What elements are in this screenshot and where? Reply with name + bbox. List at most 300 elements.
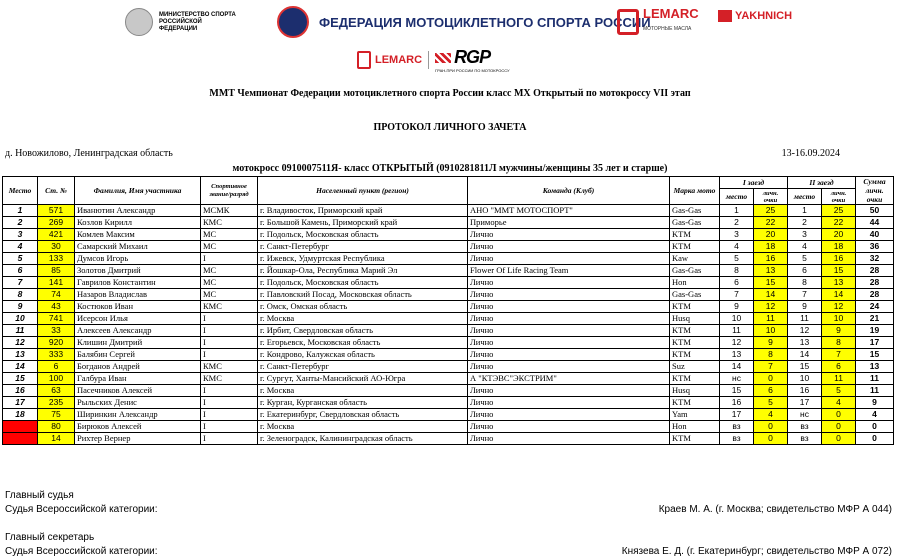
row-city: г. Санкт-Петербург [258, 361, 468, 373]
row-team: Лично [468, 277, 670, 289]
row-sum: 28 [856, 289, 894, 301]
row-place: 13 [3, 349, 38, 361]
row-start-no: 571 [38, 205, 75, 217]
row-bike: Gas-Gas [670, 265, 720, 277]
row-race1-pts: 12 [754, 301, 788, 313]
lemarc-sub: МОТОРНЫЕ МАСЛА [643, 26, 692, 32]
row-rank: I [201, 253, 258, 265]
row-name: Галбура Иван [75, 373, 201, 385]
row-race1-pos: 1 [720, 205, 754, 217]
row-race1-pts: 0 [754, 421, 788, 433]
row-city: г. Егорьевск, Московская область [258, 337, 468, 349]
row-place: 9 [3, 301, 38, 313]
row-race2-pos: 17 [788, 397, 822, 409]
row-rank: КМС [201, 361, 258, 373]
row-start-no: 30 [38, 241, 75, 253]
table-row [3, 397, 894, 409]
row-rank: МС [201, 277, 258, 289]
table-row [3, 229, 894, 241]
row-name: Назаров Владислав [75, 289, 201, 301]
row-race2-pts: 11 [822, 373, 856, 385]
row-rank: I [201, 385, 258, 397]
class-line: мотокросс 0910007511Я- класс ОТКРЫТЫЙ (0910281811Л мужчины/женщины 35 лет и старше) [232, 163, 668, 174]
header-race1-pos: место [720, 189, 754, 205]
row-race1-pts: 7 [754, 361, 788, 373]
row-rank: I [201, 349, 258, 361]
lemarc-icon [617, 9, 639, 35]
table-row [3, 373, 894, 385]
row-race2-pos: 14 [788, 349, 822, 361]
row-name: Комлев Максим [75, 229, 201, 241]
row-start-no: 133 [38, 253, 75, 265]
row-place: 12 [3, 337, 38, 349]
row-race2-pts: 16 [822, 253, 856, 265]
row-name: Бирюков Алексей [75, 421, 201, 433]
row-sum: 15 [856, 349, 894, 361]
row-sum: 11 [856, 373, 894, 385]
row-name: Иванютин Александр [75, 205, 201, 217]
table-row [3, 385, 894, 397]
row-bike: Gas-Gas [670, 289, 720, 301]
row-name: Ширинкин Александр [75, 409, 201, 421]
table-row [3, 409, 894, 421]
judge-title: Главный судья [5, 490, 74, 501]
row-place: 8 [3, 289, 38, 301]
table-row [3, 253, 894, 265]
row-place: 17 [3, 397, 38, 409]
row-name: Богданов Андрей [75, 361, 201, 373]
row-race2-pos: вз [788, 421, 822, 433]
row-race1-pos: 11 [720, 325, 754, 337]
row-bike: Gas-Gas [670, 217, 720, 229]
header-bike: Марка мото [670, 177, 720, 205]
row-bike: Kaw [670, 253, 720, 265]
lemarc-logo-top [617, 8, 699, 35]
row-rank: I [201, 313, 258, 325]
row-race2-pos: 11 [788, 313, 822, 325]
row-place: 10 [3, 313, 38, 325]
row-place: 5 [3, 253, 38, 265]
yakhnich-label: YAKHNICH [735, 10, 793, 22]
row-race2-pts: 6 [822, 361, 856, 373]
row-place: 11 [3, 325, 38, 337]
row-city: г. Ирбит, Свердловская область [258, 325, 468, 337]
row-race2-pts: 8 [822, 337, 856, 349]
row-start-no: 421 [38, 229, 75, 241]
rgp-flag-icon [435, 53, 451, 63]
row-bike: KTM [670, 301, 720, 313]
row-rank: МС [201, 265, 258, 277]
row-name: Думсов Игорь [75, 253, 201, 265]
row-place: 1 [3, 205, 38, 217]
row-race1-pos: 5 [720, 253, 754, 265]
row-race1-pos: 14 [720, 361, 754, 373]
row-race2-pts: 20 [822, 229, 856, 241]
row-city: г. Большой Камень, Приморский край [258, 217, 468, 229]
row-city: г. Москва [258, 313, 468, 325]
row-team: Лично [468, 241, 670, 253]
row-city: г. Санкт-Петербург [258, 241, 468, 253]
row-start-no: 33 [38, 325, 75, 337]
row-start-no: 741 [38, 313, 75, 325]
row-place [3, 421, 38, 433]
row-sum: 9 [856, 397, 894, 409]
row-city: г. Ижевск, Удмуртская Республика [258, 253, 468, 265]
row-team: Лично [468, 229, 670, 241]
table-row [3, 421, 894, 433]
row-rank: КМС [201, 373, 258, 385]
row-city: г. Подольск, Московская область [258, 229, 468, 241]
row-start-no: 75 [38, 409, 75, 421]
row-city: г. Йошкар-Ола, Республика Марий Эл [258, 265, 468, 277]
event-location: д. Новожилово, Ленинградская область [5, 148, 173, 159]
row-start-no: 269 [38, 217, 75, 229]
row-race1-pts: 18 [754, 241, 788, 253]
row-team: А "КТЭВС"ЭКСТРИМ" [468, 373, 670, 385]
row-name: Балябин Сергей [75, 349, 201, 361]
row-team: Лично [468, 421, 670, 433]
row-place: 7 [3, 277, 38, 289]
row-race1-pos: 8 [720, 265, 754, 277]
row-name: Козлов Кирилл [75, 217, 201, 229]
row-rank: I [201, 325, 258, 337]
row-sum: 24 [856, 301, 894, 313]
row-race1-pos: вз [720, 421, 754, 433]
championship-title: ММТ Чемпионат Федерации мотоциклетного спорта России класс МХ Открытый по мотокроссу VII этап [209, 88, 691, 99]
row-rank: МСМК [201, 205, 258, 217]
row-bike: KTM [670, 433, 720, 445]
table-row [3, 205, 894, 217]
row-sum: 0 [856, 421, 894, 433]
table-row [3, 301, 894, 313]
row-start-no: 100 [38, 373, 75, 385]
federation-title: ФЕДЕРАЦИЯ МОТОЦИКЛЕТНОГО СПОРТА РОССИИ [319, 14, 651, 30]
row-sum: 11 [856, 385, 894, 397]
yakhnich-icon [718, 10, 732, 22]
row-rank: I [201, 397, 258, 409]
row-sum: 4 [856, 409, 894, 421]
row-name: Рихтер Вернер [75, 433, 201, 445]
row-bike: Husq [670, 313, 720, 325]
rgp-logo [435, 47, 509, 73]
row-place [3, 433, 38, 445]
row-race2-pos: 10 [788, 373, 822, 385]
row-race1-pts: 6 [754, 385, 788, 397]
header-rank: Спортивное звание/разряд [201, 177, 258, 205]
results-table [2, 176, 894, 445]
row-race2-pos: 12 [788, 325, 822, 337]
row-race1-pts: 0 [754, 373, 788, 385]
row-sum: 50 [856, 205, 894, 217]
row-start-no: 6 [38, 361, 75, 373]
header-name: Фамилия, Имя участника [75, 177, 201, 205]
row-place: 16 [3, 385, 38, 397]
row-name: Гаврилов Константин [75, 277, 201, 289]
header-race2: II заезд [788, 177, 856, 189]
row-place: 15 [3, 373, 38, 385]
row-sum: 13 [856, 361, 894, 373]
row-race2-pts: 4 [822, 397, 856, 409]
row-start-no: 80 [38, 421, 75, 433]
row-sum: 32 [856, 253, 894, 265]
event-dates: 13-16.09.2024 [781, 148, 840, 159]
row-race2-pts: 7 [822, 349, 856, 361]
row-name: Золотов Дмитрий [75, 265, 201, 277]
row-race2-pos: 8 [788, 277, 822, 289]
row-bike: Hon [670, 421, 720, 433]
row-bike: Husq [670, 385, 720, 397]
row-sum: 19 [856, 325, 894, 337]
row-race1-pts: 22 [754, 217, 788, 229]
row-team: Лично [468, 301, 670, 313]
row-name: Рыльских Денис [75, 397, 201, 409]
row-team: Лично [468, 409, 670, 421]
table-row [3, 217, 894, 229]
russia-emblem-icon [125, 8, 153, 36]
row-name: Алексеев Александр [75, 325, 201, 337]
row-start-no: 14 [38, 433, 75, 445]
header-race1-pts: личн. очки [754, 189, 788, 205]
row-race2-pts: 14 [822, 289, 856, 301]
row-sum: 28 [856, 265, 894, 277]
row-race1-pts: 0 [754, 433, 788, 445]
row-sum: 36 [856, 241, 894, 253]
row-race2-pos: 2 [788, 217, 822, 229]
row-team: Лично [468, 385, 670, 397]
row-team: Flower Of Life Racing Team [468, 265, 670, 277]
row-race2-pos: 9 [788, 301, 822, 313]
row-race2-pos: 7 [788, 289, 822, 301]
table-row [3, 325, 894, 337]
table-row [3, 241, 894, 253]
row-race1-pos: 17 [720, 409, 754, 421]
row-team: Лично [468, 253, 670, 265]
row-sum: 40 [856, 229, 894, 241]
row-rank: МС [201, 241, 258, 253]
row-race1-pts: 11 [754, 313, 788, 325]
row-sum: 28 [856, 277, 894, 289]
row-start-no: 85 [38, 265, 75, 277]
secretary-title: Главный секретарь [5, 532, 95, 543]
row-team: Лично [468, 397, 670, 409]
row-team: Лично [468, 349, 670, 361]
row-team: Лично [468, 325, 670, 337]
row-race1-pts: 14 [754, 289, 788, 301]
row-bike: KTM [670, 397, 720, 409]
row-place: 6 [3, 265, 38, 277]
row-start-no: 74 [38, 289, 75, 301]
row-bike: Hon [670, 277, 720, 289]
row-city: г. Москва [258, 385, 468, 397]
table-row [3, 289, 894, 301]
row-city: г. Владивосток, Приморский край [258, 205, 468, 217]
row-race2-pts: 9 [822, 325, 856, 337]
header-city: Населенный пункт (регион) [258, 177, 468, 205]
row-rank: I [201, 421, 258, 433]
secretary-category: Судья Всероссийской категории: [5, 546, 158, 557]
row-race1-pos: 4 [720, 241, 754, 253]
row-sum: 21 [856, 313, 894, 325]
row-race1-pos: нс [720, 373, 754, 385]
row-race2-pos: вз [788, 433, 822, 445]
row-start-no: 141 [38, 277, 75, 289]
header-sum: Сумма личн. очки [856, 177, 894, 205]
row-race2-pts: 0 [822, 433, 856, 445]
judge-category: Судья Всероссийской категории: [5, 504, 158, 515]
row-race1-pos: 10 [720, 313, 754, 325]
row-race2-pts: 13 [822, 277, 856, 289]
row-name: Исерсон Илья [75, 313, 201, 325]
row-race1-pts: 5 [754, 397, 788, 409]
row-name: Пасечников Алексей [75, 385, 201, 397]
row-bike: KTM [670, 349, 720, 361]
row-race2-pos: 5 [788, 253, 822, 265]
row-race1-pos: 13 [720, 349, 754, 361]
row-rank: КМС [201, 217, 258, 229]
row-race2-pos: 15 [788, 361, 822, 373]
row-race1-pts: 25 [754, 205, 788, 217]
row-race1-pos: 6 [720, 277, 754, 289]
row-rank: I [201, 337, 258, 349]
row-place: 3 [3, 229, 38, 241]
row-city: г. Павловский Посад, Московская область [258, 289, 468, 301]
table-row [3, 433, 894, 445]
header-race2-pos: место [788, 189, 822, 205]
row-bike: Suz [670, 361, 720, 373]
row-race2-pts: 0 [822, 421, 856, 433]
row-race2-pos: 4 [788, 241, 822, 253]
row-race2-pos: нс [788, 409, 822, 421]
row-city: г. Зеленоградск, Калининградская область [258, 433, 468, 445]
row-race2-pos: 1 [788, 205, 822, 217]
ministry-text: МИНИСТЕРСТВО СПОРТА РОССИЙСКОЙ ФЕДЕРАЦИИ [159, 11, 236, 32]
row-race1-pts: 15 [754, 277, 788, 289]
table-row [3, 349, 894, 361]
row-team: Лично [468, 289, 670, 301]
row-rank: МС [201, 289, 258, 301]
row-bike: KTM [670, 241, 720, 253]
lemarc-label: LEMARC [643, 6, 699, 21]
row-rank: МС [201, 229, 258, 241]
header-place: Место [3, 177, 38, 205]
table-row [3, 265, 894, 277]
row-race1-pts: 20 [754, 229, 788, 241]
row-race1-pos: 12 [720, 337, 754, 349]
row-city: г. Сургут, Ханты-Мансийский АО-Югра [258, 373, 468, 385]
row-start-no: 920 [38, 337, 75, 349]
row-sum: 17 [856, 337, 894, 349]
row-race1-pos: 16 [720, 397, 754, 409]
header-race2-pts: личн. очки [822, 189, 856, 205]
row-place: 14 [3, 361, 38, 373]
row-team: Приморье [468, 217, 670, 229]
row-name: Костюков Иван [75, 301, 201, 313]
federation-emblem-icon [277, 6, 309, 38]
row-race1-pts: 10 [754, 325, 788, 337]
row-start-no: 235 [38, 397, 75, 409]
row-place: 2 [3, 217, 38, 229]
row-race1-pos: 15 [720, 385, 754, 397]
row-team: Лично [468, 313, 670, 325]
lemarc-rgp-logo [357, 47, 510, 73]
lemarc-mid-icon [357, 51, 371, 69]
row-bike: KTM [670, 325, 720, 337]
row-race2-pts: 18 [822, 241, 856, 253]
row-race2-pts: 15 [822, 265, 856, 277]
row-race2-pos: 13 [788, 337, 822, 349]
row-city: г. Омск, Омская область [258, 301, 468, 313]
judge-name: Краев М. А. (г. Москва; свидетельство МФР А 044) [658, 504, 892, 515]
row-start-no: 43 [38, 301, 75, 313]
top-logo-row [125, 6, 651, 38]
table-row [3, 361, 894, 373]
row-city: г. Курган, Курганская область [258, 397, 468, 409]
row-race1-pts: 8 [754, 349, 788, 361]
table-row [3, 277, 894, 289]
row-rank: I [201, 409, 258, 421]
row-race2-pts: 10 [822, 313, 856, 325]
row-place: 4 [3, 241, 38, 253]
row-start-no: 63 [38, 385, 75, 397]
row-race1-pos: 7 [720, 289, 754, 301]
row-bike: Gas-Gas [670, 205, 720, 217]
row-team: АНО "ММТ МОТОСПОРТ" [468, 205, 670, 217]
row-rank: I [201, 433, 258, 445]
row-race2-pts: 5 [822, 385, 856, 397]
protocol-title: ПРОТОКОЛ ЛИЧНОГО ЗАЧЕТА [373, 122, 527, 133]
row-city: г. Екатеринбург, Свердловская область [258, 409, 468, 421]
row-name: Клишин Дмитрий [75, 337, 201, 349]
header-team: Команда (Клуб) [468, 177, 670, 205]
row-race1-pts: 9 [754, 337, 788, 349]
row-race1-pts: 4 [754, 409, 788, 421]
row-race2-pts: 12 [822, 301, 856, 313]
row-city: г. Кондрово, Калужская область [258, 349, 468, 361]
row-team: Лично [468, 433, 670, 445]
rgp-label: RGP [454, 47, 491, 67]
row-bike: KTM [670, 337, 720, 349]
row-race1-pos: 9 [720, 301, 754, 313]
row-city: г. Москва [258, 421, 468, 433]
secretary-name: Князева Е. Д. (г. Екатеринбург; свидетельство МФР А 072) [621, 546, 892, 557]
row-race2-pos: 16 [788, 385, 822, 397]
rgp-sub: ГРАН-ПРИ РОССИИ ПО МОТОКРОССУ [435, 68, 510, 73]
header-start-no: Ст. № [38, 177, 75, 205]
logo-separator [428, 51, 429, 69]
row-bike: KTM [670, 373, 720, 385]
table-row [3, 337, 894, 349]
lemarc-mid-label: LEMARC [375, 54, 423, 66]
row-rank: КМС [201, 301, 258, 313]
row-race2-pts: 22 [822, 217, 856, 229]
row-race1-pts: 16 [754, 253, 788, 265]
row-team: Лично [468, 337, 670, 349]
yakhnich-logo [718, 10, 792, 22]
row-bike: Yam [670, 409, 720, 421]
row-sum: 44 [856, 217, 894, 229]
row-place: 18 [3, 409, 38, 421]
row-race1-pos: 3 [720, 229, 754, 241]
logo-banner [0, 0, 900, 75]
row-race2-pos: 6 [788, 265, 822, 277]
row-name: Самарский Михаил [75, 241, 201, 253]
table-row [3, 313, 894, 325]
row-team: Лично [468, 361, 670, 373]
row-start-no: 333 [38, 349, 75, 361]
row-city: г. Подольск, Московская область [258, 277, 468, 289]
row-bike: KTM [670, 229, 720, 241]
row-race2-pts: 0 [822, 409, 856, 421]
